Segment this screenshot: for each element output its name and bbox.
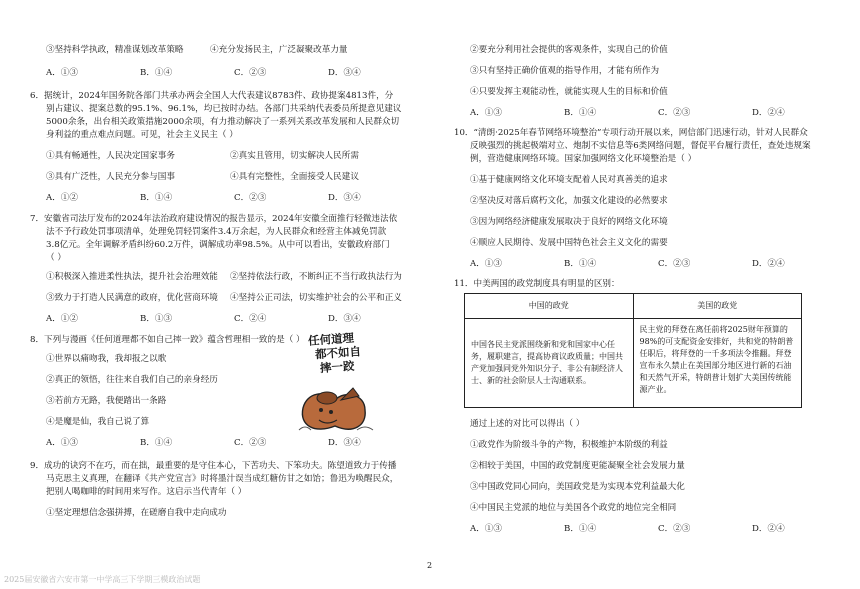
q5-option-b: B．①④ xyxy=(140,68,173,78)
q5-choice-4: ④充分发扬民主，广泛凝聚改革力量 xyxy=(210,45,348,55)
q6-stem-line: 5000余条，出台相关政策措施2000余项，有力推动解决了一系列关系改革发展和人民群众切 xyxy=(46,117,400,127)
table-cell-usa: 民主党的拜登在离任前将2025财年预算的98%的可支配资金安排好，共和党的特朗普任职后，将拜登的一千多项法令推翻。拜登宣布永久禁止在美国部分地区进行新的石油和天然气开采，特朗普计划扩大美国传统能源产业。 xyxy=(633,319,802,408)
q9-option-c: C．②③ xyxy=(658,108,691,118)
q7-option-c: C．②④ xyxy=(234,314,267,324)
q7-choice-4: ④坚持公正司法，切实维护社会的公平和正义 xyxy=(230,293,402,303)
q8-option-c: C．②③ xyxy=(234,438,267,448)
q11-choice-3: ③中国政党同心同向，美国政党是为实现本党利益最大化 xyxy=(470,482,685,492)
q10-option-b: B．①④ xyxy=(564,259,597,269)
q11-choice-4: ④中国民主党派的地位与美国各个政党的地位完全相同 xyxy=(470,503,677,513)
q7-choice-1: ①积极深入推进柔性执法，提升社会治理效能 xyxy=(46,272,218,282)
table-row xyxy=(465,319,802,408)
q8-option-d: D．③④ xyxy=(328,438,361,448)
table-header-china: 中国的政党 xyxy=(465,294,634,319)
q6-stem-line: 别占建议、提案总数的95.1%、96.1%，均已按时办结。各部门共采纳代表委员所提意见建议 xyxy=(46,104,402,114)
q9-choice-3: ③只有坚持正确价值观的指导作用，才能有所作为 xyxy=(470,66,660,76)
q5-option-c: C．②③ xyxy=(234,68,267,78)
q10-stem-line: 10．“清朗·2025年春节网络环境整治”专项行动开展以来，网信部门迅速行动，针对人民群众 xyxy=(454,128,808,138)
q11-choice-1: ①政党作为阶级斗争的产物，积极维护本阶级的利益 xyxy=(470,440,668,450)
q7-choice-3: ③致力于打造人民满意的政府，优化营商环境 xyxy=(46,293,218,303)
q11-option-c: C．②③ xyxy=(658,524,691,534)
q7-choice-2: ②坚持依法行政，不断纠正不当行政执法行为 xyxy=(230,272,402,282)
q11-option-b: B．①④ xyxy=(564,524,597,534)
q10-choice-3: ③因为网络经济健康发展取决于良好的网络文化环境 xyxy=(470,217,668,227)
q9-option-d: D．②④ xyxy=(752,108,785,118)
q8-option-b: B．①④ xyxy=(140,438,173,448)
q9-choice-4: ④只要发挥主观能动性，就能实现人生的目标和价值 xyxy=(470,87,668,97)
table-header-usa: 美国的政党 xyxy=(633,294,802,319)
q7-option-b: B．①③ xyxy=(140,314,173,324)
q8-option-a: A．①③ xyxy=(46,438,78,448)
q5-option-d: D．③④ xyxy=(328,68,361,78)
q8-choice-2: ②真正的领悟，往往来自我们自己的亲身经历 xyxy=(46,375,218,385)
q6-choice-4: ④具有完整性，全面接受人民建议 xyxy=(230,172,359,182)
q9-stem-line: 把别人喝咖啡的时间用来写作。这启示当代青年（ ） xyxy=(46,487,247,497)
cartoon-caption-line: 都不如自 xyxy=(314,344,362,362)
page-number: 2 xyxy=(427,561,433,570)
q10-choice-2: ②坚决反对落后腐朽文化，加强文化建设的必然要求 xyxy=(470,196,668,206)
table-header-row xyxy=(465,294,802,319)
q6-option-a: A．①② xyxy=(46,193,78,203)
q6-option-b: B．①④ xyxy=(140,193,173,203)
q11-option-a: A．①③ xyxy=(470,524,502,534)
q7-stem-line: 3.8亿元。全年调解矛盾纠纷60.2万件，调解成功率98.5%。从中可以看出，安徽政府部门 xyxy=(46,240,390,250)
q10-choice-1: ①基于健康网络文化环境支配着人民对真善美的追求 xyxy=(470,175,668,185)
q6-option-c: C．②③ xyxy=(234,193,267,203)
q10-choice-4: ④顺应人民期待、发展中国特色社会主义文化的需要 xyxy=(470,238,668,248)
q7-option-d: D．③④ xyxy=(328,314,361,324)
q7-option-a: A．①② xyxy=(46,314,78,324)
q5-choice-3: ③坚持科学执政，精准谋划改革策略 xyxy=(46,45,184,55)
q8-choice-4: ④是魔是仙，我自己说了算 xyxy=(46,417,150,427)
q6-choice-1: ①具有畅通性，人民决定国家事务 xyxy=(46,151,175,161)
q8-choice-1: ①世界以痛吻我，我却报之以歌 xyxy=(46,354,167,364)
q11-option-d: D．②④ xyxy=(752,524,785,534)
q6-option-d: D．③④ xyxy=(328,193,361,203)
q7-stem-line: （ ） xyxy=(46,253,66,263)
q10-option-d: D．②④ xyxy=(752,259,785,269)
q9-option-a: A．①③ xyxy=(470,108,502,118)
q11-stem: 11．中美两国的政党制度具有明显的区别： xyxy=(454,279,620,289)
q10-stem-line: 例，营造健康网络环境。国家加强网络文化环境整治是（ ） xyxy=(470,154,697,164)
q6-stem-line: 身利益的重点难点问题。可见，社会主义民主（ ） xyxy=(46,130,238,140)
q7-stem-line: 7．安徽省司法厅发布的2024年法治政府建设情况的报告显示，2024年安徽全面推行轻微违法依 xyxy=(30,214,398,224)
q9-stem-line: 马克思主义真理，在翻译《共产党宣言》时将墨汁误当成红糖仿甘之如饴；鲁迅为唤醒民众， xyxy=(46,474,399,484)
q11-question: 通过上述的对比可以得出（ ） xyxy=(470,419,585,429)
footer-watermark: 2025届安徽省六安市第一中学高三下学期三模政治试题 xyxy=(4,575,201,584)
q8-choice-3: ③若前方无路，我便踏出一条路 xyxy=(46,396,167,406)
q10-stem-line: 反映强烈的挑起极端对立、炮制不实信息等6类网络问题，督促平台履行责任，查处违规案 xyxy=(470,141,811,151)
cartoon-caption-line: 任何道理 xyxy=(307,330,355,348)
q6-choice-3: ③具有广泛性，人民充分参与国事 xyxy=(46,172,175,182)
q6-stem-line: 6．据统计，2024年国务院各部门共承办两会全国人大代表建议8783件、政协提案4813件，分 xyxy=(30,91,394,101)
q11-choice-2: ②相较于美国，中国的政党制度更能凝聚全社会发展力量 xyxy=(470,461,685,471)
q9-choice-2: ②要充分利用社会提供的客观条件，实现自己的价值 xyxy=(470,45,668,55)
q5-option-a: A．①③ xyxy=(46,68,78,78)
q9-option-b: B．①④ xyxy=(564,108,597,118)
q6-choice-2: ②真实且管用，切实解决人民所需 xyxy=(230,151,359,161)
q9-stem-line: 9．成功的诀窍不在巧，而在拙，最重要的是守住本心，下苦功夫、下笨功夫。陈望道致力于传播 xyxy=(30,461,397,471)
q7-stem-line: 法不予行政处罚事项清单，处理免罚轻罚案件3.4万余起，为人民群众和经营主体减免罚款 xyxy=(46,227,387,237)
party-comparison-table xyxy=(464,293,802,408)
cartoon-caption-line: 摔一跤 xyxy=(319,358,355,376)
cartoon-illustration xyxy=(285,330,385,440)
q9-choice-1: ①坚定理想信念强拼搏，在磋磨自我中走向成功 xyxy=(46,508,227,518)
q10-option-c: C．②③ xyxy=(658,259,691,269)
table-cell-china: 中国各民主党派围绕新和党和国家中心任务，履职建言，提高协商议政质量；中国共产党加强同党外知识分子、非公有制经济人士、新的社会阶层人士沟通联系。 xyxy=(465,319,634,408)
q10-option-a: A．①③ xyxy=(470,259,502,269)
q8-stem: 8．下列与漫画《任何道理都不如自己摔一跤》蕴含哲理相一致的是（ ） xyxy=(30,335,305,345)
